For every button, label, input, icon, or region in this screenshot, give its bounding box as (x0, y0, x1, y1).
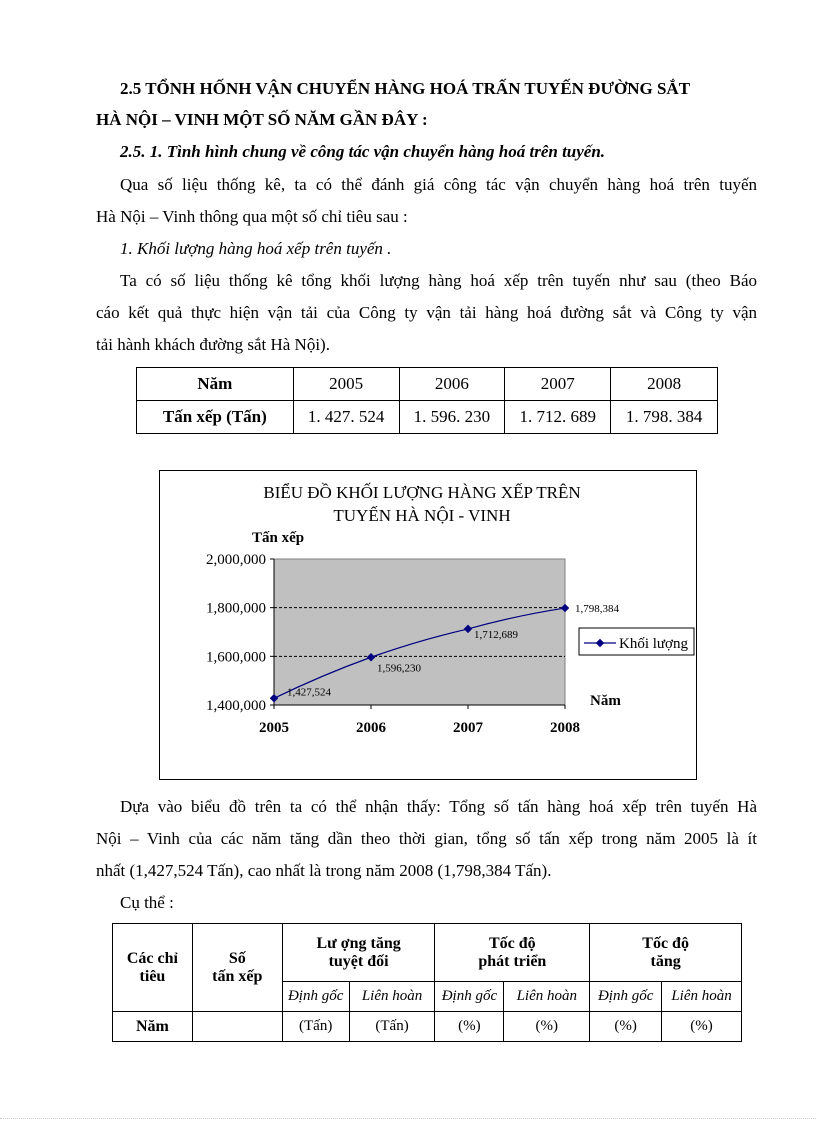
header-so-tan-xep (192, 924, 282, 1012)
header-text: Số (228, 949, 246, 967)
header-text: Các chỉ (126, 949, 178, 967)
page-bottom-rule (0, 1118, 816, 1119)
header-text: tiêu (139, 967, 166, 985)
chart-title-line2: TUYẾN HÀ NỘI - VINH (333, 506, 511, 525)
y-tick-label: 1,400,000 (206, 698, 266, 714)
paragraph-2-line1: Ta có số liệu thống kê tổng khối lượng hàng hoá xếp trên tuyến như sau (theo Báo (120, 271, 757, 290)
indicators-table (112, 923, 742, 1042)
subheader-cell: Định gốc (282, 982, 349, 1012)
row-label-nam: Năm (113, 1012, 193, 1042)
paragraph-1-line1: Qua số liệu thống kê, ta có thể đánh giá công tác vận chuyển hàng hoá trên tuyến (120, 175, 757, 194)
cu-the-label: Cụ thể : (120, 893, 174, 912)
section-heading-line1: 2.5 TỔNH HỐNH VẬN CHUYỂN HÀNG HOÁ TRẤN TUYẾN ĐƯỜNG SẮT (120, 79, 691, 98)
paragraph-3-line1: Dựa vào biểu đồ trên ta có thể nhận thấy: Tổng số tấn hàng hoá xếp trên tuyến Hà (120, 797, 757, 816)
paragraph-3-line2: Nội – Vinh của các năm tăng dần theo thời gian, tổng số tấn xếp trong năm 2005 là ít (96, 829, 757, 848)
tonnage-table (136, 367, 718, 434)
header-toc-do-tang (590, 924, 742, 982)
paragraph-2-line3: tải hành khách đường sắt Hà Nội). (96, 335, 330, 354)
table-header-cell: 2008 (611, 368, 718, 401)
header-toc-do-phat-trien (435, 924, 590, 982)
chart-legend (579, 628, 694, 655)
header-luong-tang (282, 924, 435, 982)
section-heading-line2: HÀ NỘI – VINH MỘT SỐ NĂM GẦN ĐÂY : (96, 110, 428, 129)
paragraph-1-line2: Hà Nội – Vinh thông qua một số chỉ tiêu sau : (96, 207, 408, 226)
table-cell: Tấn xếp (Tấn) (137, 401, 294, 434)
table-cell: 1. 596. 230 (399, 401, 505, 434)
table-cell: 1. 427. 524 (293, 401, 399, 434)
table-cell: 1. 712. 689 (505, 401, 611, 434)
x-tick-label: 2008 (550, 720, 580, 736)
unit-cell: (Tấn) (349, 1012, 435, 1042)
table-header-cell: 2006 (399, 368, 505, 401)
table-header-cell: Năm (137, 368, 294, 401)
table-cell: 1. 798. 384 (611, 401, 718, 434)
legend-entry: Khối lượng (619, 636, 688, 652)
line-chart (160, 471, 696, 779)
subheader-cell: Định gốc (435, 982, 504, 1012)
chart-plot-area (274, 559, 565, 705)
y-tick-label: 1,800,000 (206, 600, 266, 617)
subheader-cell: Liên hoàn (349, 982, 435, 1012)
unit-cell: (%) (504, 1012, 590, 1042)
header-text: tăng (650, 952, 681, 970)
unit-cell: (%) (590, 1012, 662, 1042)
table-row (113, 924, 742, 982)
table-header-cell: 2007 (505, 368, 611, 401)
header-text: Tốc độ (489, 934, 536, 952)
data-label: 1,798,384 (575, 603, 619, 616)
table-row (137, 368, 718, 401)
chart-y-axis-label: Tấn xếp (252, 530, 305, 546)
list-item-1: 1. Khối lượng hàng hoá xếp trên tuyến . (120, 239, 392, 258)
header-text: Tốc độ (642, 934, 689, 952)
chart-container (159, 470, 697, 780)
x-tick-label: 2006 (356, 720, 386, 736)
y-tick-label: 2,000,000 (206, 552, 266, 568)
header-text: tấn xếp (212, 967, 263, 985)
chart-title-line1: BIỂU ĐỒ KHỐI LƯỢNG HÀNG XẾP TRÊN (263, 483, 581, 502)
subsection-heading: 2.5. 1. Tình hình chung về công tác vận chuyển hàng hoá trên tuyến. (120, 142, 606, 161)
table-row (137, 401, 718, 434)
paragraph-3-line3: nhất (1,427,524 Tấn), cao nhất là trong năm 2008 (1,798,384 Tấn). (96, 861, 552, 880)
x-tick-label: 2005 (259, 720, 289, 736)
unit-cell: (%) (662, 1012, 742, 1042)
data-label: 1,596,230 (377, 662, 421, 675)
header-cac-chi-tieu (113, 924, 193, 1012)
chart-x-axis-label: Năm (590, 693, 621, 709)
data-label: 1,427,524 (287, 686, 331, 699)
paragraph-2-line2: cáo kết quả thực hiện vận tải của Công ty vận tải hàng hoá đường sắt và Công ty vận (96, 303, 757, 322)
unit-cell: (Tấn) (282, 1012, 349, 1042)
x-tick-label: 2007 (453, 720, 483, 736)
data-label: 1,712,689 (474, 628, 518, 641)
subheader-cell: Liên hoàn (662, 982, 742, 1012)
table-header-cell: 2005 (293, 368, 399, 401)
header-text: phát triển (478, 952, 547, 970)
table-row (113, 1012, 742, 1042)
table-cell (192, 1012, 282, 1042)
subheader-cell: Định gốc (590, 982, 662, 1012)
unit-cell: (%) (435, 1012, 504, 1042)
header-text: tuyệt đối (328, 952, 389, 970)
y-tick-label: 1,600,000 (206, 649, 266, 666)
subheader-cell: Liên hoàn (504, 982, 590, 1012)
header-text: Lư ợng tăng (316, 934, 401, 952)
